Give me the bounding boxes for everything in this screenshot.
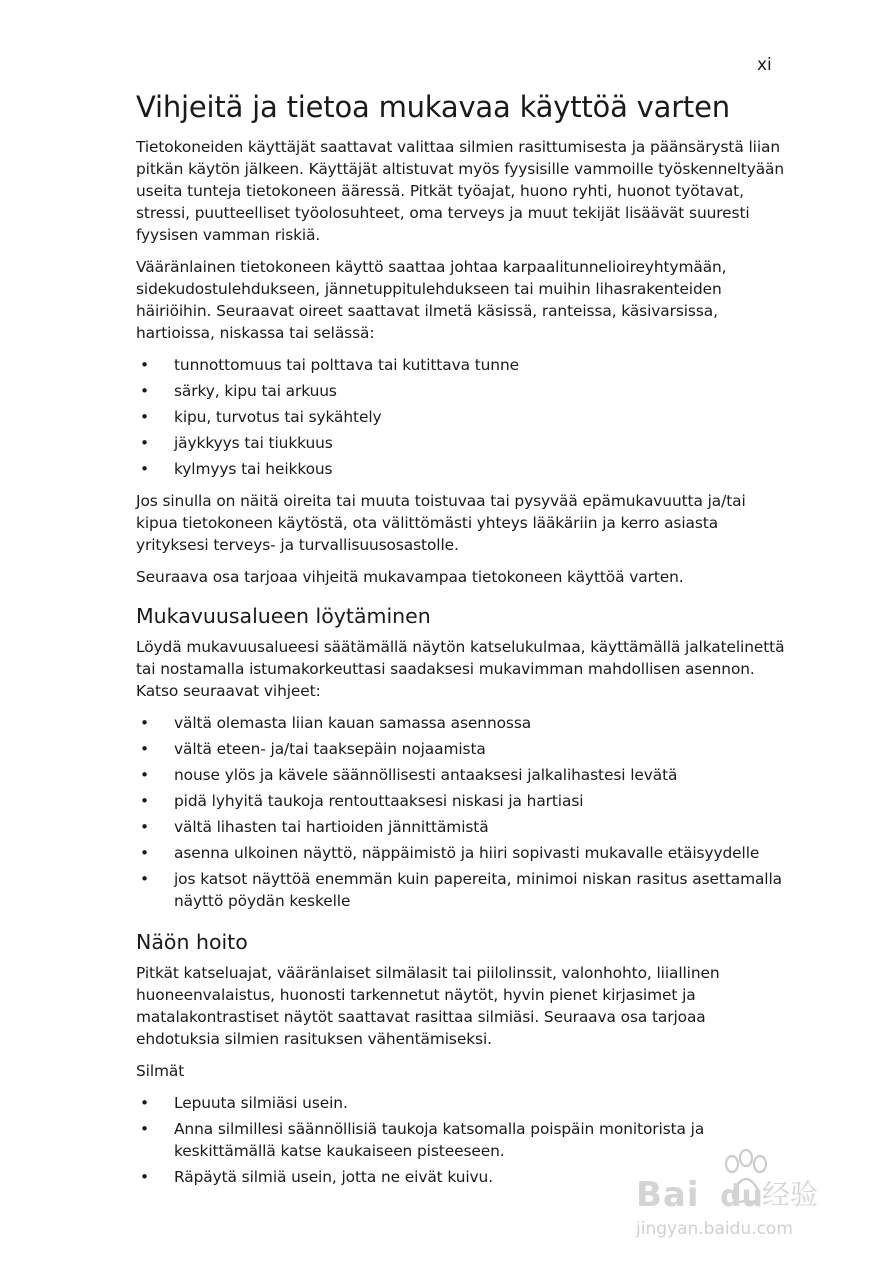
list-item <box>136 868 786 912</box>
svg-text:经验: 经验 <box>762 1178 819 1211</box>
list-item <box>136 764 786 786</box>
bullet-icon: • <box>140 740 149 758</box>
bullet-icon: • <box>140 870 149 888</box>
list-item <box>136 738 786 760</box>
document-body <box>136 88 786 1198</box>
section-heading: Näön hoito <box>136 930 248 954</box>
list-item-text: tunnottomuus tai polttava tai kutittava tunne <box>174 356 519 374</box>
list-item <box>136 842 786 864</box>
bullet-icon: • <box>140 434 149 452</box>
bullet-icon: • <box>140 844 149 862</box>
list-item-text: kipu, turvotus tai sykähtely <box>174 408 382 426</box>
list-item <box>136 790 786 812</box>
list-item <box>136 406 786 428</box>
comfort-tips-list <box>136 712 786 912</box>
list-item-text: jos katsot näyttöä enemmän kuin papereita, minimoi niskan rasitus asettamalla näyttö pöydän keskelle <box>174 870 782 910</box>
list-item <box>136 1166 786 1188</box>
list-item-text: nouse ylös ja kävele säännöllisesti antaaksesi jalkalihastesi levätä <box>174 766 678 784</box>
bullet-icon: • <box>140 792 149 810</box>
vision-care-section <box>136 928 786 1188</box>
intro-paragraph: Seuraava osa tarjoaa vihjeitä mukavampaa tietokoneen käyttöä varten. <box>136 568 684 586</box>
bullet-icon: • <box>140 356 149 374</box>
list-item <box>136 458 786 480</box>
page-title: Vihjeitä ja tietoa mukavaa käyttöä varten <box>136 90 730 124</box>
intro-paragraph: Jos sinulla on näitä oireita tai muuta toistuvaa tai pysyvää epämukavuutta ja/tai kipua tietokoneen käytöstä, ota välittömästi yhteys lääkäriin ja kerro asiasta yrityksesi terveys- ja turvallisuusosastolle. <box>136 492 746 554</box>
list-item-text: Anna silmillesi säännöllisiä taukoja katsomalla poispäin monitorista ja keskittämällä katse kaukaiseen pisteeseen. <box>174 1120 705 1160</box>
subheading: Silmät <box>136 1062 185 1080</box>
bullet-icon: • <box>140 1168 149 1186</box>
list-item <box>136 354 786 376</box>
list-item <box>136 816 786 838</box>
page-number: xi <box>757 55 772 75</box>
list-item-text: Räpäytä silmiä usein, jotta ne eivät kuivu. <box>174 1168 494 1186</box>
bullet-icon: • <box>140 460 149 478</box>
intro-paragraph: Tietokoneiden käyttäjät saattavat valittaa silmien rasittumisesta ja päänsärystä liian pitkän käytön jälkeen. Käyttäjät altistuvat myös fyysisille vammoille työskenneltyään useita tunteja tietokoneen ääressä. Pitkät työajat, huono ryhti, huonot työtavat, stressi, puutteelliset työolosuhteet, oma terveys ja muut tekijät lisäävät suuresti fyysisen vamman riskiä. <box>136 138 785 244</box>
bullet-icon: • <box>140 766 149 784</box>
bullet-icon: • <box>140 1094 149 1112</box>
list-item-text: vältä olemasta liian kauan samassa asennossa <box>174 714 532 732</box>
svg-text:Bai: Bai <box>636 1175 700 1215</box>
svg-text:du: du <box>720 1179 763 1214</box>
intro-section <box>136 136 786 588</box>
list-item-text: särky, kipu tai arkuus <box>174 382 337 400</box>
list-item-text: pidä lyhyitä taukoja rentouttaaksesi niskasi ja hartiasi <box>174 792 584 810</box>
section-paragraph: Löydä mukavuusalueesi säätämällä näytön katselukulmaa, käyttämällä jalkatelinettä tai nostamalla istumakorkeuttasi saadaksesi mukavimman mahdollisen asennon. Katso seuraavat vihjeet: <box>136 638 785 700</box>
list-item-text: vältä lihasten tai hartioiden jännittämistä <box>174 818 489 836</box>
intro-paragraph: Vääränlainen tietokoneen käyttö saattaa johtaa karpaalitunnelioireyhtymään, sidekudostulehdukseen, jännetuppitulehdukseen tai muihin lihasrakenteiden häiriöihin. Seuraavat oireet saattavat ilmetä käsissä, ranteissa, käsivarsissa, hartioissa, niskassa tai selässä: <box>136 258 727 342</box>
list-item-text: Lepuuta silmiäsi usein. <box>174 1094 348 1112</box>
bullet-icon: • <box>140 408 149 426</box>
list-item-text: kylmyys tai heikkous <box>174 460 333 478</box>
section-heading: Mukavuusalueen löytäminen <box>136 604 431 628</box>
list-item <box>136 380 786 402</box>
bullet-icon: • <box>140 818 149 836</box>
list-item <box>136 712 786 734</box>
list-item <box>136 432 786 454</box>
symptom-list <box>136 354 786 480</box>
section-paragraph: Pitkät katseluajat, vääränlaiset silmälasit tai piilolinssit, valonhohto, liiallinen huoneenvalaistus, huonosti tarkennetut näytöt, hyvin pienet kirjasimet ja matalakontrastiset näytöt saattavat rasittaa silmiäsi. Seuraava osa tarjoaa ehdotuksia silmien rasituksen vähentämiseksi. <box>136 964 720 1048</box>
svg-text:jingyan.baidu.com: jingyan.baidu.com <box>636 1219 793 1239</box>
list-item <box>136 1118 786 1162</box>
list-item <box>136 1092 786 1114</box>
bullet-icon: • <box>140 382 149 400</box>
eye-tips-list <box>136 1092 786 1188</box>
bullet-icon: • <box>140 1120 149 1138</box>
list-item-text: asenna ulkoinen näyttö, näppäimistö ja hiiri sopivasti mukavalle etäisyydelle <box>174 844 760 862</box>
comfort-zone-section <box>136 602 786 912</box>
list-item-text: jäykkyys tai tiukkuus <box>174 434 333 452</box>
list-item-text: vältä eteen- ja/tai taaksepäin nojaamista <box>174 740 486 758</box>
bullet-icon: • <box>140 714 149 732</box>
